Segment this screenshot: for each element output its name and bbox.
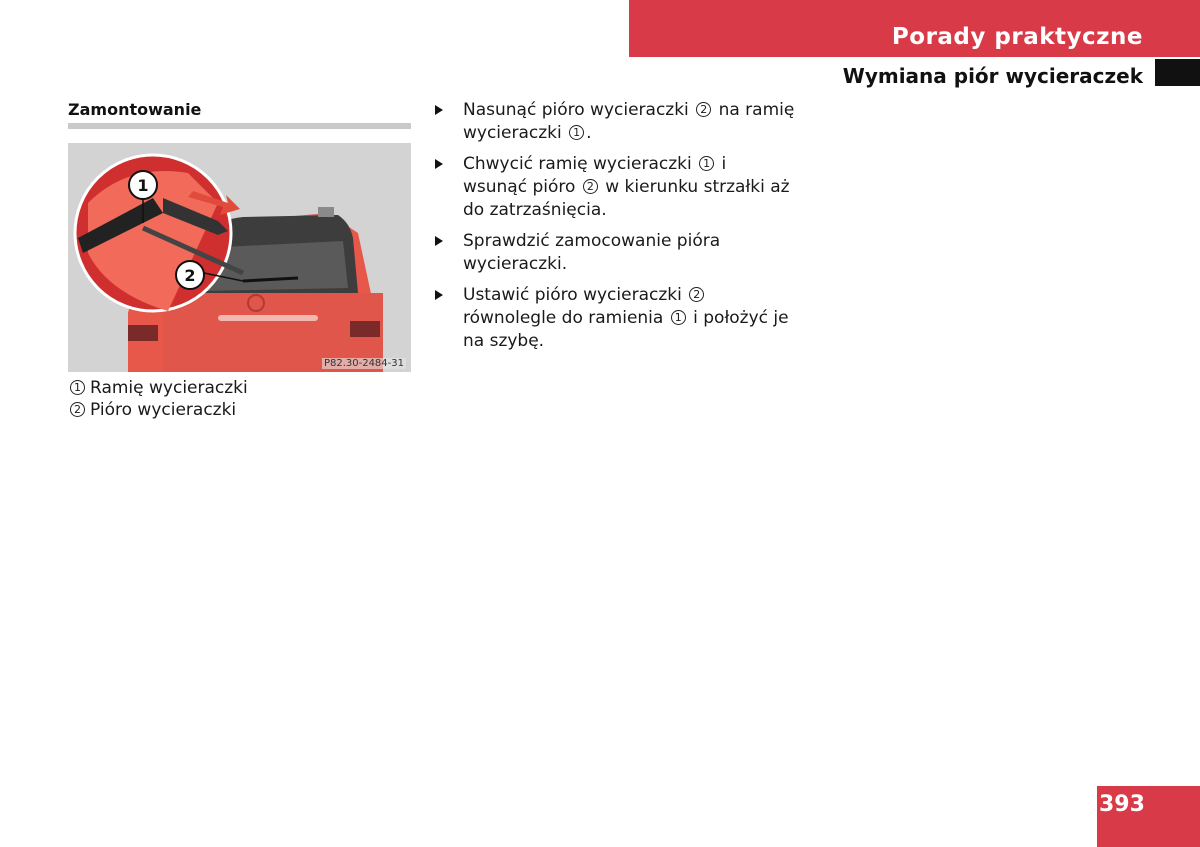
ref-number: 2 (696, 102, 711, 117)
legend-label: Ramię wycieraczki (90, 378, 248, 398)
car-rear-illustration (68, 143, 411, 372)
bullet-arrow-icon (435, 159, 443, 169)
legend-number: 1 (70, 380, 85, 395)
bullet-arrow-icon (435, 236, 443, 246)
instruction-steps (435, 99, 795, 361)
legend-number: 2 (70, 402, 85, 417)
figure-legend (70, 377, 248, 421)
page-number: 393 (1099, 792, 1145, 817)
ref-number: 2 (583, 179, 598, 194)
instruction-step: Sprawdzić zamocowanie pióra wycieraczki. (435, 230, 795, 276)
subheading: Zamontowanie (68, 100, 202, 119)
subheading-rule (68, 123, 411, 129)
legend-item (70, 377, 248, 399)
callout-1: 1 (137, 176, 149, 195)
ref-number: 1 (699, 156, 714, 171)
bullet-arrow-icon (435, 290, 443, 300)
ref-number: 1 (569, 125, 584, 140)
ref-number: 2 (689, 287, 704, 302)
ref-number: 1 (671, 310, 686, 325)
legend-label: Pióro wycieraczki (90, 400, 237, 420)
callout-2: 2 (184, 266, 196, 285)
instruction-step: Chwycić ramię wycieraczki 1 i wsunąć pióro 2 w kierunku strzałki aż do zatrzaśnięcia. (435, 153, 795, 222)
instruction-step: Ustawić pióro wycieraczki 2 równolegle do ramienia 1 i położyć je na szybę. (435, 284, 795, 353)
section-tab-marker (1155, 59, 1200, 86)
wiper-illustration (68, 143, 411, 372)
chapter-title: Porady praktyczne (891, 24, 1143, 50)
legend-item (70, 399, 248, 421)
section-title: Wymiana piór wycieraczek (842, 64, 1143, 88)
figure-code: P82.30-2484-31 (323, 358, 404, 369)
instruction-step: Nasunąć pióro wycieraczki 2 na ramię wycieraczki 1 . (435, 99, 795, 145)
bullet-arrow-icon (435, 105, 443, 115)
